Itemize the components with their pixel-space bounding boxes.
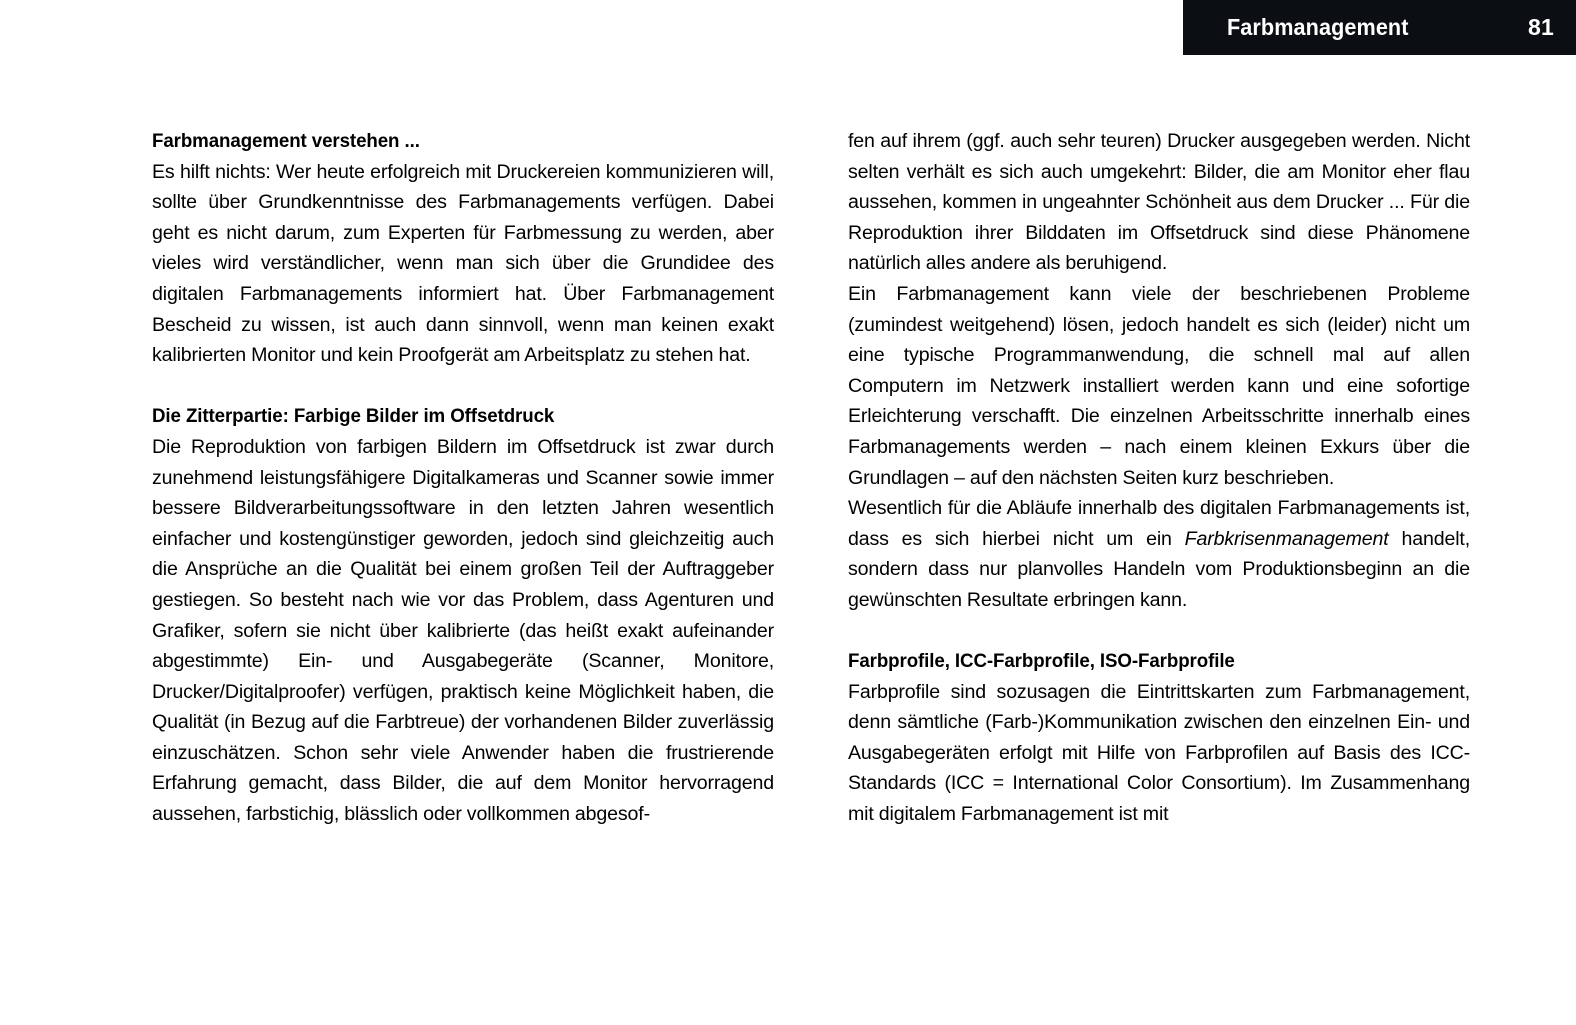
- paragraph-drucker-ausgabe: fen auf ihrem (ggf. auch sehr teuren) Drucker ausgegeben werden. Nicht selten verhält es sich auch umgekehrt: Bilder, die am Monitor eher flau aussehen, kommen in ungeahnter Schönheit aus dem Drucker ... Für die Reproduktion ihrer Bilddaten im Offsetdruck sind diese Phänomene natürlich alles andere als beruhigend.: [848, 130, 1470, 275]
- running-header: [1183, 0, 1576, 55]
- paragraph-text-tail: handelt, sondern dass nur planvolles Handeln vom Produktionsbeginn an die gewünschten Resultate erbringen kann.: [848, 527, 1471, 611]
- paragraph-text-lead: Wesentlich für die Abläufe innerhalb des digitalen Farbmanagements ist, dass es sich hierbei nicht um ein: [848, 497, 1470, 550]
- paragraph-farbkrisenmanagement: [848, 493, 1470, 615]
- emphasis-farbkrisenmanagement: Farbkrisenmanagement: [1184, 527, 1389, 550]
- chapter-title: Farbmanagement: [1227, 14, 1409, 40]
- paragraph-farbmanagement-verstehen: Es hilft nichts: Wer heute erfolgreich mit Druckereien kommunizieren will, sollte über Grundkenntnisse des Farbmanagements verfügen. Dabei geht es nicht darum, zum Experten für Farbmessung zu werden, aber vieles wird verständlicher, wenn man sich über die Grundidee des digitalen Farbmanagements informiert hat. Über Farbmanagement Bescheid zu wissen, ist auch dann sinnvoll, wenn man keinen exakt kalibrierten Monitor und kein Proofgerät am Arbeitsplatz zu stehen hat.: [152, 160, 774, 367]
- left-column: [152, 126, 774, 830]
- heading-farbmanagement-verstehen: Farbmanagement verstehen ...: [152, 130, 420, 152]
- page-number: 81: [1528, 14, 1554, 40]
- paragraph-zitterpartie: Die Reproduktion von farbigen Bildern im Offsetdruck ist zwar durch zunehmend leistungsfähigere Digitalkameras und Scanner sowie immer bessere Bildverarbeitungssoftware in den letzten Jahren wesentlich einfacher und kostengünstiger geworden, jedoch sind gleichzeitig auch die Ansprüche an die Qualität bei einem großen Teil der Auftraggeber gestiegen. So besteht nach wie vor das Problem, dass Agenturen und Grafiker, sofern sie nicht über kalibrierte (das heißt exakt aufeinander abgestimmte) Ein- und Ausgabegeräte (Scanner, Monitore, Drucker/Digitalproofer) verfügen, praktisch keine Möglichkeit haben, die Qualität (in Bezug auf die Farbtreue) der vorhandenen Bilder zuverlässig einzuschätzen. Schon sehr viele Anwender haben die frustrierende Erfahrung gemacht, dass Bilder, die auf dem Monitor hervorragend aussehen, farbstichig, blässlich oder vollkommen abgesof-: [152, 435, 774, 826]
- heading-farbprofile: Farbprofile, ICC-Farbprofile, ISO-Farbprofile: [848, 650, 1235, 673]
- paragraph-farbprofile: Farbprofile sind sozusagen die Eintrittskarten zum Farbmanagement, denn sämtliche (Farb-)Kommunikation zwischen den einzelnen Ein- und Ausgabegeräten erfolgt mit Hilfe von Farbprofilen auf Basis des ICC-Standards (ICC = International Color Consortium). Im Zusammenhang mit digitalem Farbmanagement ist mit: [848, 680, 1470, 826]
- paragraph-farbmanagement-probleme: Ein Farbmanagement kann viele der beschriebenen Probleme (zumindest weitgehend) lösen, jedoch handelt es sich (leider) nicht um eine typische Programmanwendung, die schnell mal auf allen Computern im Netzwerk installiert werden kann und eine sofortige Erleichterung verschafft. Die einzelnen Arbeitsschritte innerhalb eines Farbmanagements werden – nach einem kleinen Exkurs über die Grundlagen – auf den nächsten Seiten kurz beschrieben.: [848, 282, 1470, 489]
- right-column: [848, 126, 1470, 830]
- heading-zitterpartie: Die Zitterpartie: Farbige Bilder im Offsetdruck: [152, 405, 555, 428]
- page-content: [152, 126, 1470, 830]
